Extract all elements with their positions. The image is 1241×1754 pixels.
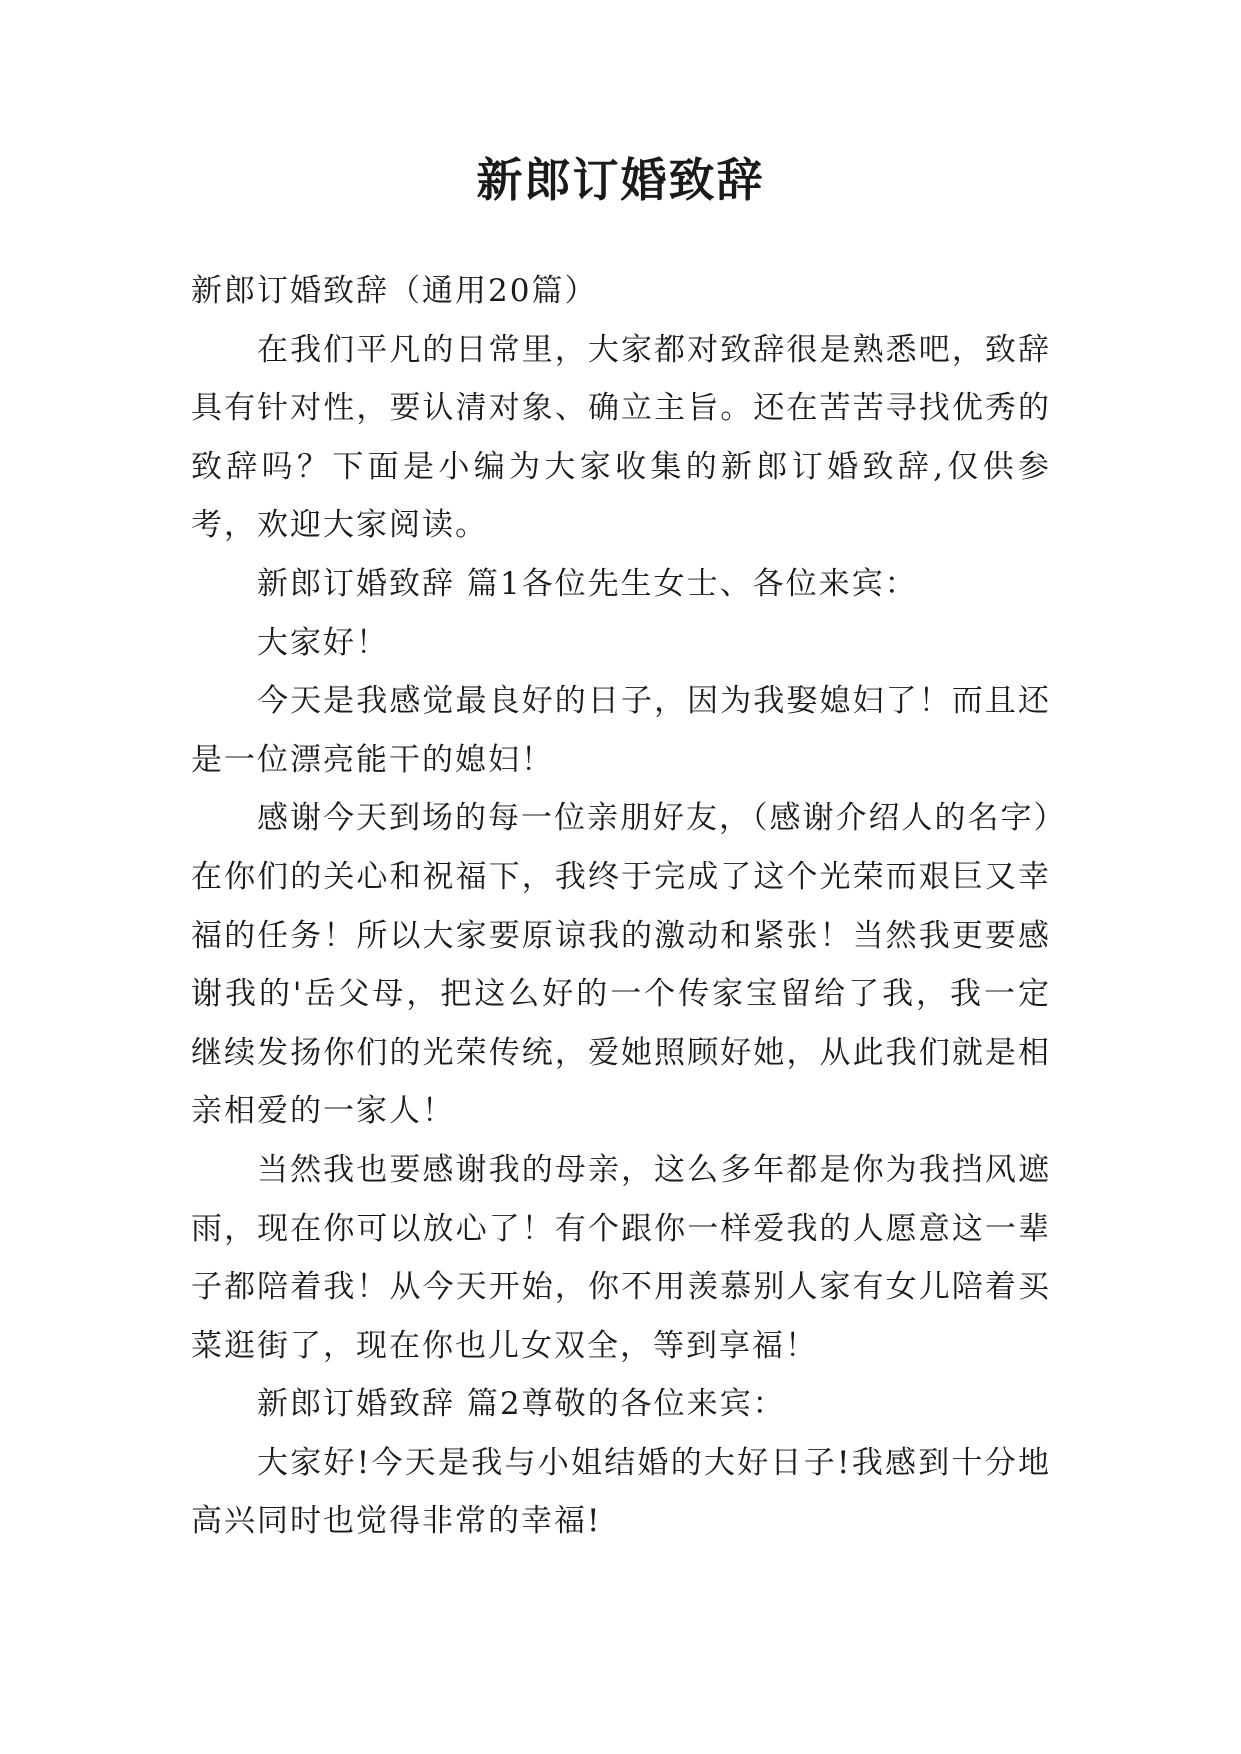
body-paragraph: 大家好!今天是我与小姐结婚的大好日子!我感到十分地高兴同时也觉得非常的幸福! [191, 1444, 1051, 1540]
section-heading-1: 新郎订婚致辞 篇1各位先生女士、各位来宾： [257, 565, 918, 602]
section-heading-2: 新郎订婚致辞 篇2尊敬的各位来宾： [257, 1386, 786, 1423]
document-title: 新郎订婚致辞 [476, 153, 765, 207]
subtitle-line: 新郎订婚致辞（通用20篇） [191, 273, 598, 309]
greeting-paragraph: 大家好！ [257, 624, 389, 661]
body-paragraph: 当然我也要感谢我的母亲，这么多年都是你为我挡风遮雨，现在你可以放心了！有个跟你一样爱我的人愿意这一辈子都陪着我！从今天开始，你不用羡慕别人家有女儿陪着买菜逛街了，现在你也儿女双全，等到享福！ [191, 1151, 1051, 1364]
document-body [191, 262, 1051, 1551]
body-paragraph: 感谢今天到场的每一位亲朋好友，（感谢介绍人的名字）在你们的关心和祝福下，我终于完成了这个光荣而艰巨又幸福的任务！所以大家要原谅我的激动和紧张！当然我更要感谢我的'岳父母，把这么好的一个传家宝留给了我，我一定继续发扬你们的光荣传统，爱她照顾好她，从此我们就是相亲相爱的一家人！ [191, 800, 1051, 1130]
body-paragraph: 今天是我感觉最良好的日子，因为我娶媳妇了！而且还是一位漂亮能干的媳妇！ [191, 683, 1051, 778]
intro-paragraph: 在我们平凡的日常里，大家都对致辞很是熟悉吧，致辞具有针对性，要认清对象、确立主旨。还在苦苦寻找优秀的致辞吗？下面是小编为大家收集的新郎订婚致辞,仅供参考，欢迎大家阅读。 [191, 331, 1051, 544]
